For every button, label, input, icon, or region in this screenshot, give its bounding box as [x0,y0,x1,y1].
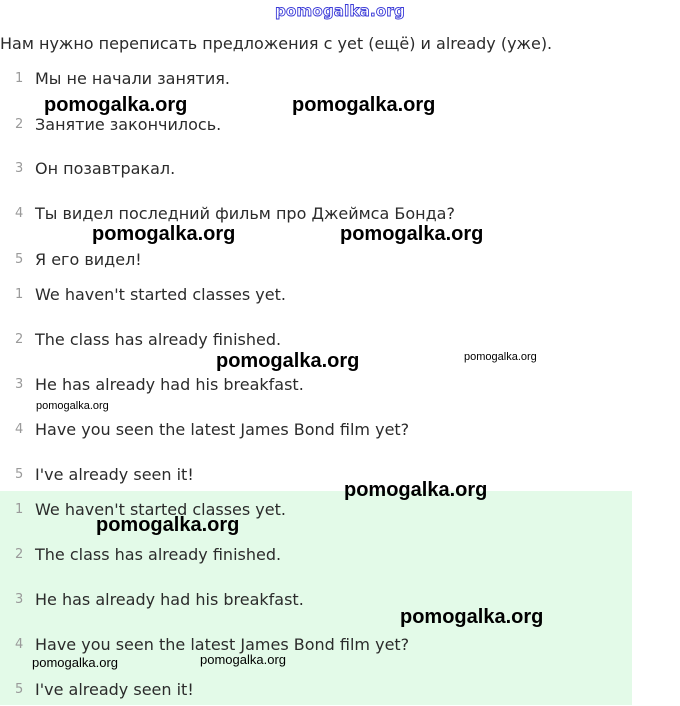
item-text: The class has already finished. [35,545,282,564]
watermark: pomogalka.org [344,479,488,501]
item-text: I've already seen it! [35,680,194,699]
item-number: 5 [15,682,24,697]
item-text: He has already had his breakfast. [35,590,304,609]
watermark: pomogalka.org [216,350,360,372]
item-number: 4 [15,422,24,437]
item-number: 3 [15,161,24,176]
item-number: 3 [15,377,24,392]
item-number: 5 [15,252,24,267]
item-number: 2 [15,547,24,562]
watermark: pomogalka.org [36,400,109,412]
item-text: Have you seen the latest James Bond film yet? [35,635,410,654]
item-text: We haven't started classes yet. [35,500,286,519]
item-number: 3 [15,592,24,607]
item-text: We haven't started classes yet. [35,285,286,304]
item-text: Занятие закончилось. [35,115,222,134]
item-text: The class has already finished. [35,330,282,349]
item-text: He has already had his breakfast. [35,375,304,394]
item-text: Have you seen the latest James Bond film yet? [35,420,410,439]
task-intro: Нам нужно переписать предложения с yet (ещё) и already (уже). [0,34,553,53]
item-number: 1 [15,502,24,517]
item-text: Он позавтракал. [35,159,176,178]
watermark: pomogalka.org [340,223,484,245]
item-text: I've already seen it! [35,465,194,484]
item-text: Ты видел последний фильм про Джеймса Бонда? [35,204,455,223]
watermark: pomogalka.org [96,514,240,536]
item-text: Я его видел! [35,250,142,269]
item-number: 1 [15,287,24,302]
watermark: pomogalka.org [400,606,544,628]
item-number: 2 [15,117,24,132]
site-header-link[interactable]: pomogalka.org [275,2,405,20]
watermark: pomogalka.org [200,652,286,667]
item-number: 4 [15,637,24,652]
item-number: 5 [15,467,24,482]
item-number: 1 [15,71,24,86]
watermark: pomogalka.org [32,655,118,670]
item-number: 4 [15,206,24,221]
watermark: pomogalka.org [44,94,188,116]
watermark: pomogalka.org [292,94,436,116]
item-number: 2 [15,332,24,347]
watermark: pomogalka.org [464,351,537,363]
item-text: Мы не начали занятия. [35,69,230,88]
watermark: pomogalka.org [92,223,236,245]
